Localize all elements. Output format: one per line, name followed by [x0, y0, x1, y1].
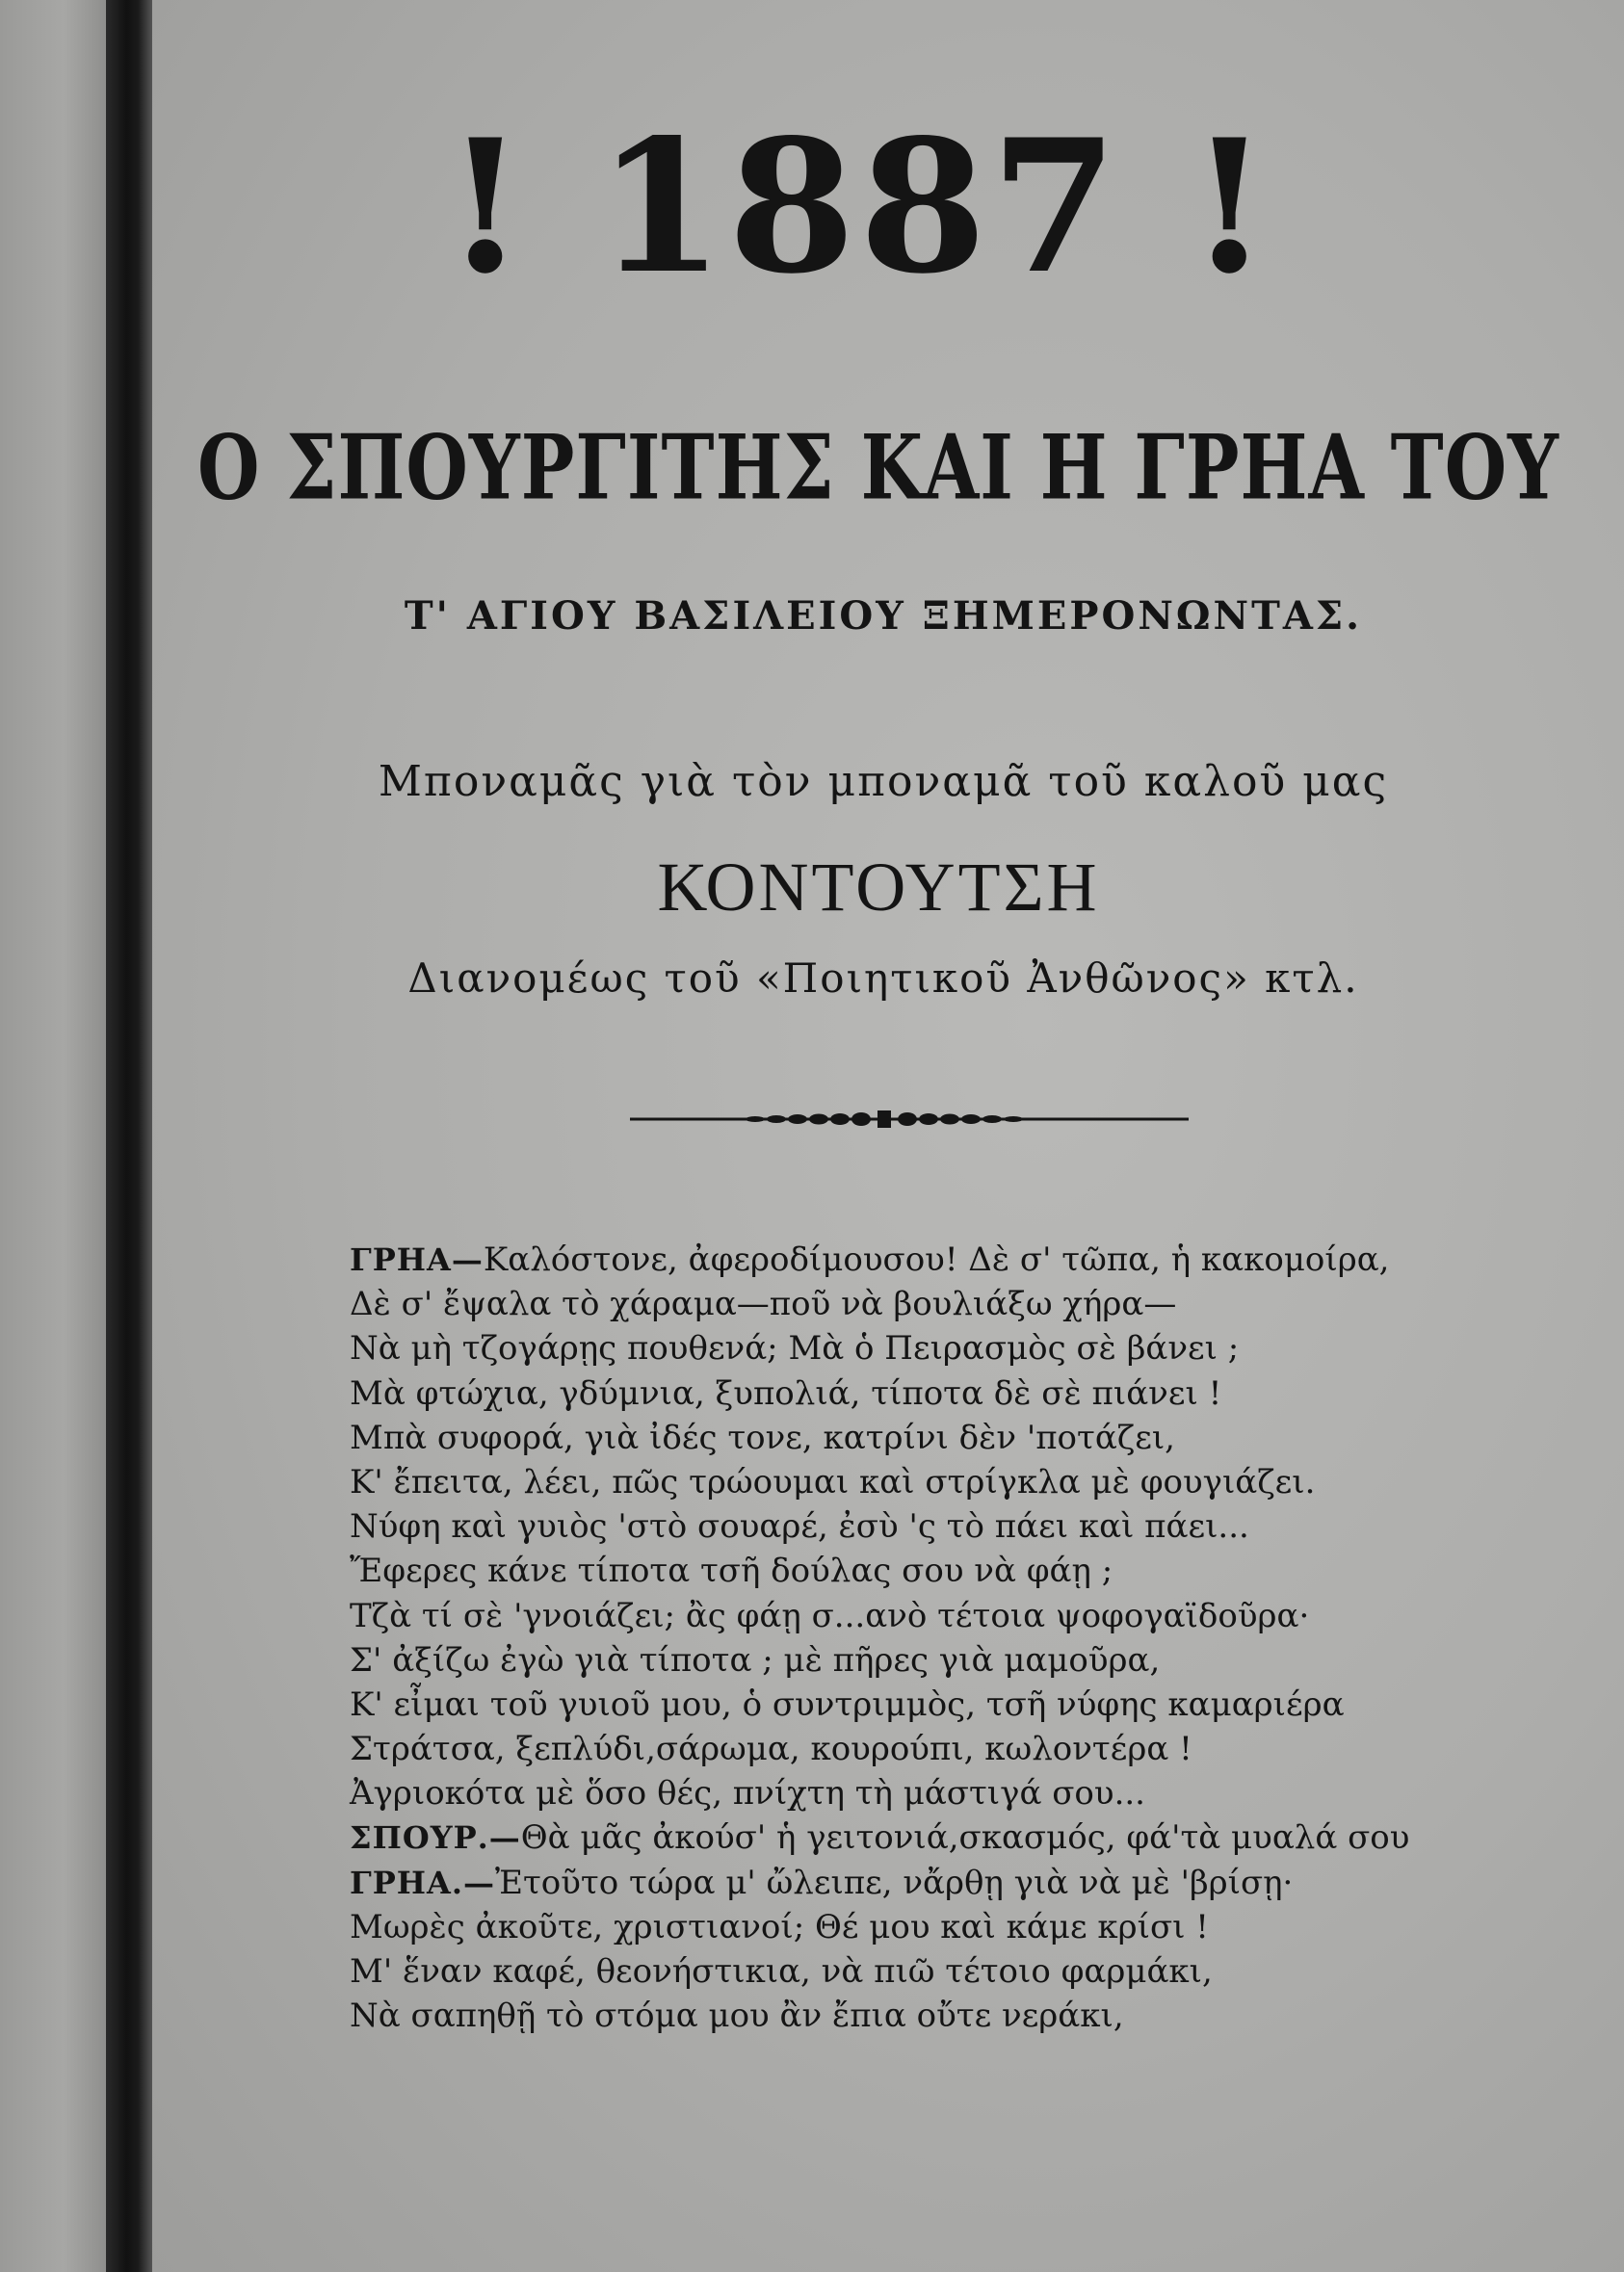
poem-line [350, 1416, 1602, 1460]
poem-line [350, 1638, 1602, 1683]
poem-line [350, 1727, 1602, 1771]
verse-text: Καλόστονε, ἀφεροδίμουσου! Δὲ σ' τῶπα, ἡ κακομοίρα, [483, 1240, 1390, 1279]
poem-line [350, 1861, 1602, 1905]
poem-text [350, 1238, 1602, 2038]
poem-line [350, 1771, 1602, 1815]
verse-text: Νὰ μὴ τζογάρῃς πουθενά; Μὰ ὁ Πειρασμὸς σὲ βάνει ; [350, 1329, 1240, 1369]
year-heading: ! 1887 ! [445, 99, 1273, 314]
verse-text: Δὲ σ' ἔψαλα τὸ χάραμα—ποῦ νὰ βουλιάξω χήρα— [350, 1285, 1177, 1324]
verse-text: Κ' ἔπειτα, λέει, πῶς τρώουμαι καὶ στρίγκλα μὲ φουγιάζει. [350, 1462, 1316, 1502]
verse-text: Κ' εἶμαι τοῦ γυιοῦ μου, ὁ συντριμμὸς, τσῆ νύφης καμαριέρα [350, 1684, 1345, 1724]
poem-line [350, 1282, 1602, 1326]
dedicatee-name: ΚΟΝΤΟΥΤΣΗ [657, 849, 1100, 926]
verse-text: Ἐτοῦτο τώρα μ' ὤλειπε, νἄρθῃ γιὰ νὰ μὲ 'βρίσῃ· [494, 1863, 1294, 1902]
poem-line [350, 1949, 1602, 1994]
poem-line [350, 1994, 1602, 2038]
poem-line [350, 1905, 1602, 1949]
left-page-margin [0, 0, 106, 2272]
poem-line [350, 1326, 1602, 1371]
poem-line [350, 1238, 1602, 1282]
verse-text: Νὰ σαπηθῇ τὸ στόμα μου ἂν ἔπια οὔτε νεράκι, [350, 1997, 1124, 2036]
speaker-label: ΣΠΟΥΡ.— [350, 1819, 521, 1857]
poem-line [350, 1371, 1602, 1416]
poem-line [350, 1460, 1602, 1504]
ornamental-divider [630, 1110, 1189, 1129]
verse-text: Σ' ἀξίζω ἐγὼ γιὰ τίποτα ; μὲ πῆρες γιὰ μαμοῦρα, [350, 1640, 1161, 1680]
dedication-line: Μποναμᾶς γιὰ τὸν μποναμᾶ τοῦ καλοῦ μας [378, 757, 1389, 806]
poem-line [350, 1549, 1602, 1593]
verse-text: Μ' ἕναν καφέ, θεονήστικια, νὰ πιῶ τέτοιο φαρμάκι, [350, 1952, 1213, 1991]
poem-title: Ο ΣΠΟΥΡΓΙΤΗΣ ΚΑΙ Η ΓΡΗΑ ΤΟΥ [197, 416, 1559, 520]
verse-text: Στράτσα, ξεπλύδι,σάρωμα, κουρούπι, κωλοντέρα ! [350, 1730, 1192, 1769]
verse-text: Ἔφερες κάνε τίποτα τσῆ δούλας σου νὰ φάῃ ; [350, 1552, 1113, 1591]
poem-subtitle: Τ' ΑΓΙΟΥ ΒΑΣΙΛΕΙΟΥ ΞΗΜΕΡΟΝΩΝΤΑΣ. [404, 593, 1363, 639]
speaker-label: ΓΡΗΑ— [350, 1241, 484, 1278]
verse-text: Μὰ φτώχια, γδύμνια, ξυπολιά, τίποτα δὲ σὲ πιάνει ! [350, 1373, 1222, 1413]
verse-text: Μωρὲς ἀκοῦτε, χριστιανοί; Θέ μου καὶ κάμε κρίσι ! [350, 1907, 1209, 1946]
verse-text: Νύφη καὶ γυιὸς 'στὸ σουαρέ, ἐσὺ 'ς τὸ πάει καὶ πάει... [350, 1507, 1249, 1547]
poem-line [350, 1504, 1602, 1549]
poem-line [350, 1683, 1602, 1727]
poem-line [350, 1815, 1602, 1860]
verse-text: Τζὰ τί σὲ 'γνοιάζει; ἂς φάῃ σ...ανὸ τέτοια ψοφογαϊδοῦρα· [350, 1596, 1310, 1635]
book-page [152, 0, 1624, 2272]
verse-text: Ἀγριοκότα μὲ ὅσο θές, πνίχτη τὴ μάστιγά σου... [350, 1774, 1145, 1814]
poem-line [350, 1594, 1602, 1638]
speaker-label: ΓΡΗΑ.— [350, 1864, 495, 1901]
verse-text: Θὰ μᾶς ἀκούσ' ἡ γειτονιά,σκασμός, φά'τὰ μυαλά σου [520, 1818, 1410, 1858]
book-spine [106, 0, 152, 2272]
dedicatee-role: Διανομέως τοῦ «Ποιητικοῦ Ἀνθῶνος» κτλ. [407, 954, 1359, 1002]
verse-text: Μπὰ συφορά, γιὰ ἰδές τονε, κατρίνι δὲν 'ποτάζει, [350, 1418, 1175, 1457]
